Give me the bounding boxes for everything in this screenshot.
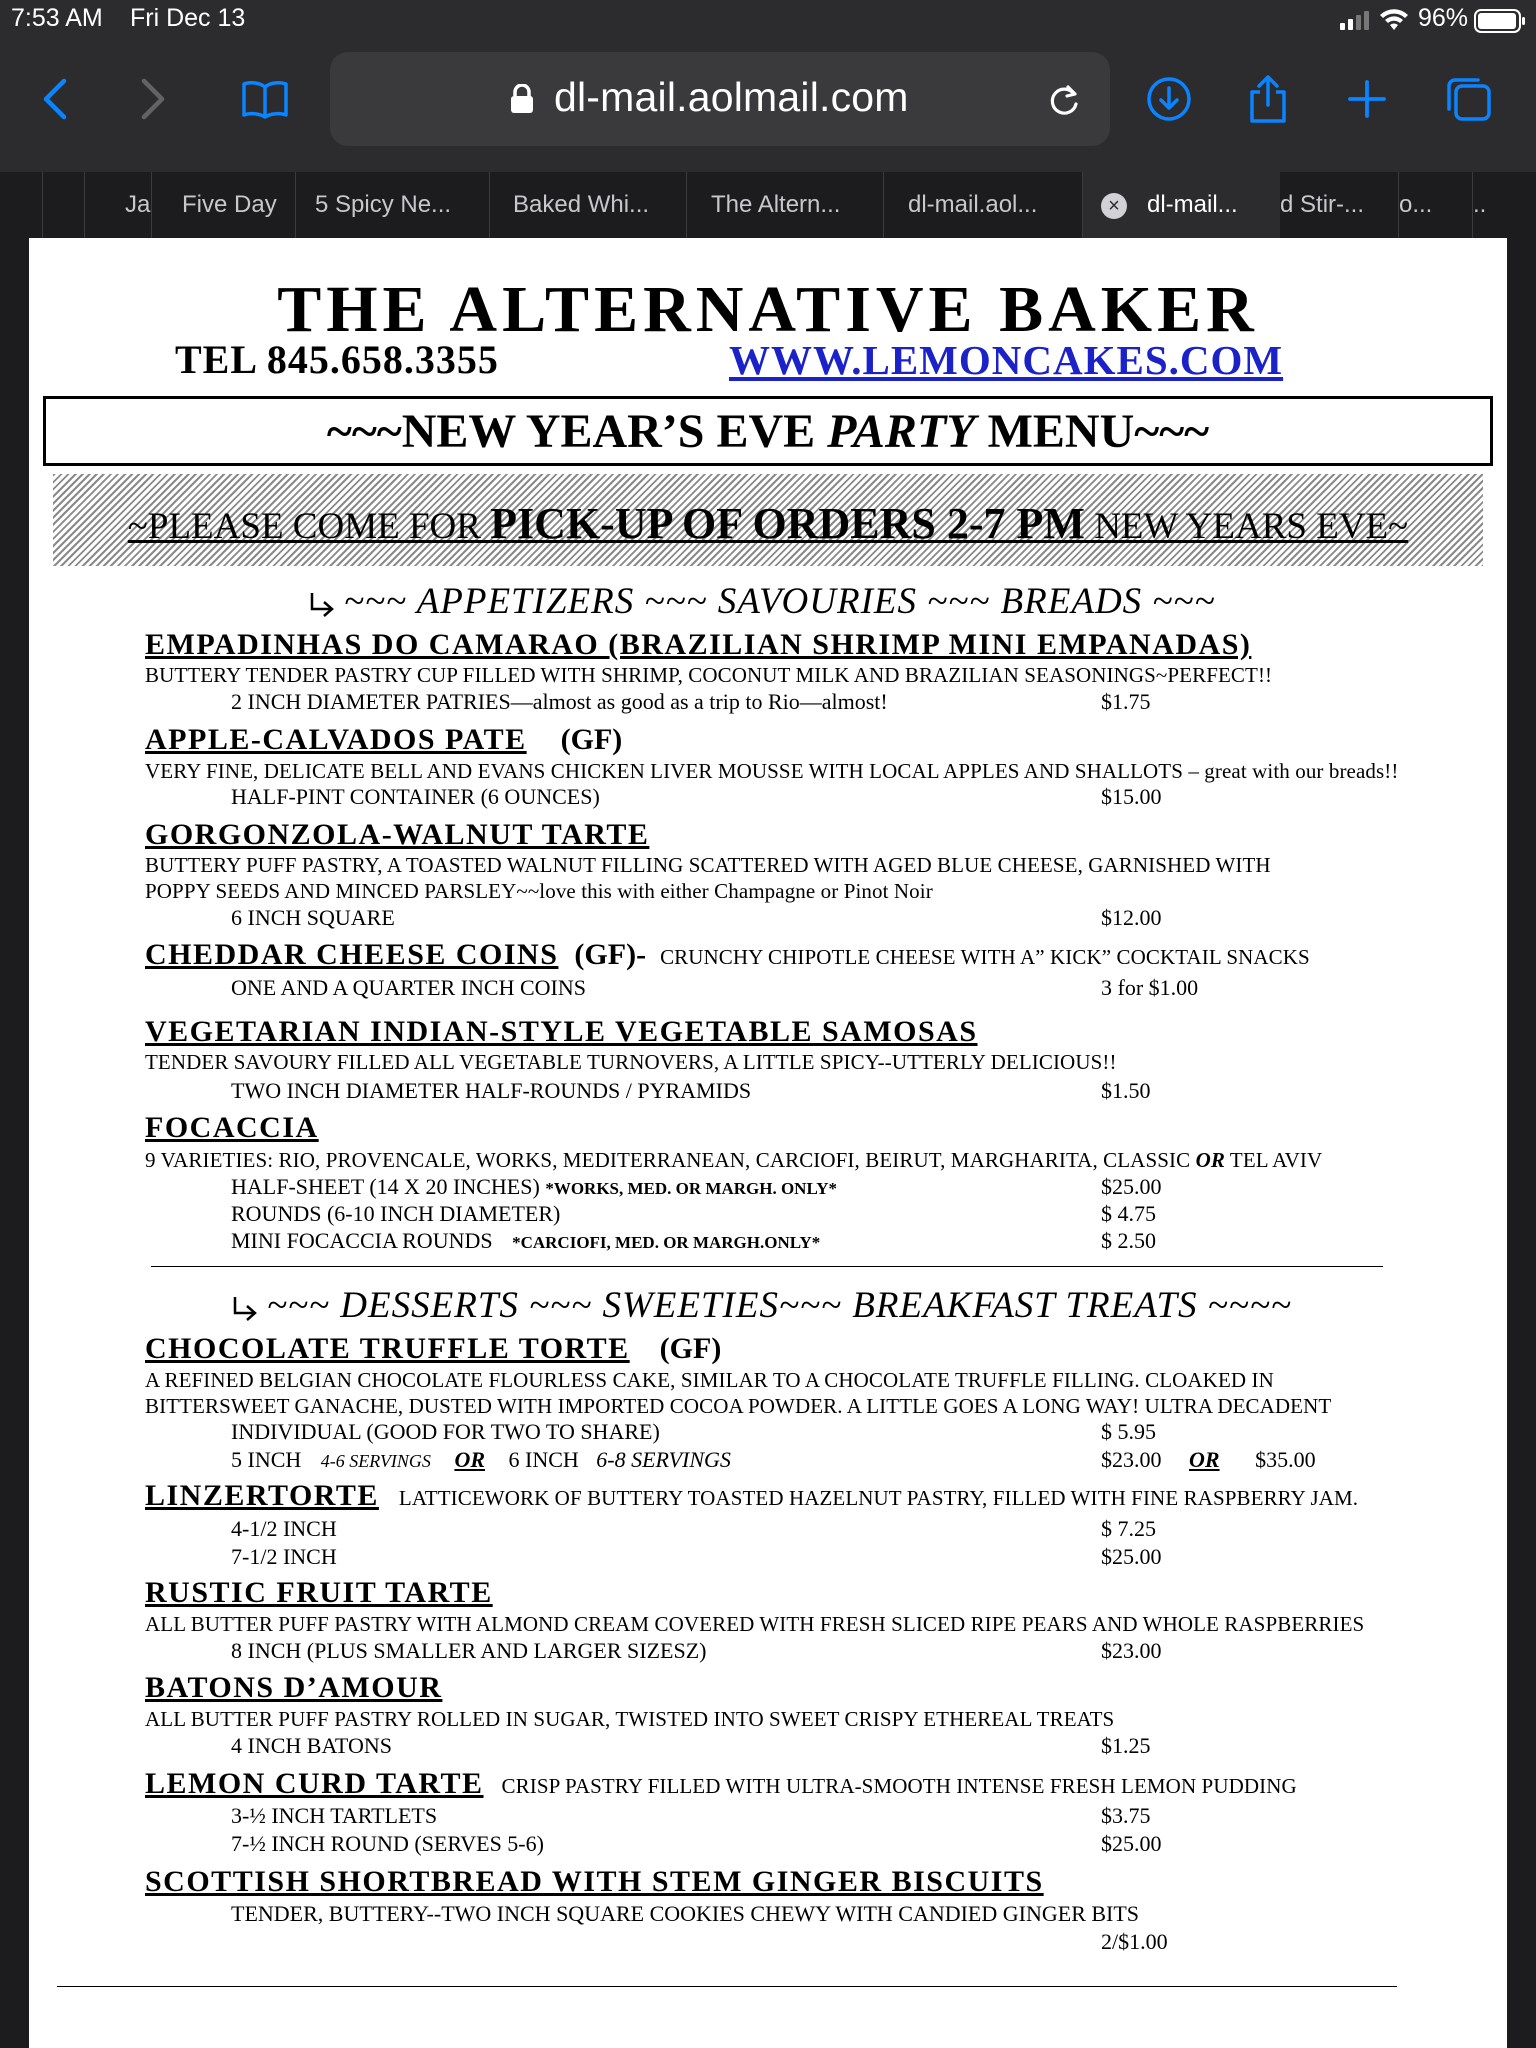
bakery-website-link[interactable]: WWW.LEMONCAKES.COM <box>729 337 1284 383</box>
item-title: APPLE-CALVADOS PATE <box>145 723 527 756</box>
item-price: $12.00 <box>1101 905 1162 930</box>
item-price: $25.00 <box>1101 1831 1162 1856</box>
item-description: TENDER SAVOURY FILLED ALL VEGETABLE TURNOVERS, A LITTLE SPICY--UTTERLY DELICIOUS!! <box>145 1050 1117 1074</box>
item-title-row <box>145 1479 1358 1513</box>
item-size: ROUNDS (6-10 INCH DIAMETER) <box>231 1201 561 1226</box>
item-title: EMPADINHAS DO CAMARAO (BRAZILIAN SHRIMP MINI EMPANADAS) <box>145 628 1252 661</box>
item-title: LEMON CURD TARTE <box>145 1767 484 1800</box>
item-price: $1.50 <box>1101 1078 1151 1103</box>
item-price: $25.00 <box>1101 1544 1162 1569</box>
item-title: FOCACCIA <box>145 1111 319 1144</box>
tab-item[interactable]: d Stir-... <box>1280 191 1365 218</box>
item-size: HALF-PINT CONTAINER (6 OUNCES) <box>231 784 600 809</box>
item-size: 7-1/2 INCH <box>231 1544 337 1569</box>
item-price: $1.25 <box>1101 1733 1151 1758</box>
item-description: CRISP PASTRY FILLED WITH ULTRA-SMOOTH INTENSE FRESH LEMON PUDDING <box>501 1774 1297 1798</box>
item-description: ALL BUTTER PUFF PASTRY ROLLED IN SUGAR, TWISTED INTO SWEET CRISPY ETHEREAL TREATS <box>145 1707 1115 1731</box>
forward-button[interactable] <box>128 74 178 124</box>
item-price: $23.00 OR $35.00 <box>1101 1447 1316 1472</box>
bakery-phone: TEL 845.658.3355 <box>175 337 499 382</box>
tab-item[interactable]: Ja <box>84 172 152 238</box>
footer-divider <box>57 1986 1397 1987</box>
bookmarks-button[interactable] <box>240 74 290 124</box>
item-title: BATONS D’AMOUR <box>145 1671 443 1704</box>
item-description: VERY FINE, DELICATE BELL AND EVANS CHICKEN LIVER MOUSSE WITH LOCAL APPLES AND SHALLOTS – great with our breads!! <box>145 759 1399 783</box>
address-bar[interactable] <box>330 52 1110 146</box>
item-title: RUSTIC FRUIT TARTE <box>145 1576 493 1609</box>
item-size: 7-½ INCH ROUND (SERVES 5-6) <box>231 1831 544 1856</box>
item-size: 4 INCH BATONS <box>231 1733 392 1758</box>
tab-active[interactable]: × dl-mail... <box>1082 172 1280 238</box>
tab-item[interactable]: The Altern... <box>686 172 883 238</box>
item-size: 3-½ INCH TARTLETS <box>231 1803 438 1828</box>
item-description: POPPY SEEDS AND MINCED PARSLEY~~love this with either Champagne or Pinot Noir <box>145 879 933 903</box>
item-price: $3.75 <box>1101 1803 1151 1828</box>
share-icon <box>1246 74 1290 124</box>
book-icon <box>241 79 289 119</box>
pickup-text: ~PLEASE COME FOR PICK-UP OF ORDERS 2-7 PM NEW YEARS EVE~ <box>127 499 1409 548</box>
section-heading-appetizers: ~~~ APPETIZERS ~~~ SAVOURIES ~~~ BREADS ~~~ <box>306 580 1215 623</box>
item-tag: (GF) <box>659 1332 722 1365</box>
item-description: LATTICEWORK OF BUTTERY TOASTED HAZELNUT PASTRY, FILLED WITH FINE RASPBERRY JAM. <box>398 1486 1359 1510</box>
party-menu-banner: ~~~NEW YEAR’S EVE PARTY MENU~~~ <box>43 396 1493 466</box>
tab-item[interactable]: dl-mail.aol... <box>883 172 1082 238</box>
item-price: $ 2.50 <box>1101 1228 1156 1253</box>
item-price: $23.00 <box>1101 1638 1162 1663</box>
menu-document <box>29 238 1507 2048</box>
item-title-row <box>145 723 622 757</box>
item-size: TWO INCH DIAMETER HALF-ROUNDS / PYRAMIDS <box>231 1078 752 1103</box>
curved-arrow-icon <box>306 589 338 621</box>
item-tag: (GF)- <box>574 938 647 971</box>
item-size: HALF-SHEET (14 X 20 INCHES) *WORKS, MED. OR MARGH. ONLY* <box>231 1174 838 1199</box>
url-text: dl-mail.aolmail.com <box>554 74 909 120</box>
item-price: $1.75 <box>1101 689 1151 714</box>
item-price: $ 4.75 <box>1101 1201 1156 1226</box>
item-title-row <box>145 1332 721 1366</box>
item-description: 9 VARIETIES: RIO, PROVENCALE, WORKS, MEDITERRANEAN, CARCIOFI, BEIRUT, MARGHARITA, CLASSIC OR TEL AVIV <box>145 1148 1323 1172</box>
item-title: VEGETARIAN INDIAN-STYLE VEGETABLE SAMOSAS <box>145 1015 978 1048</box>
plus-icon <box>1347 79 1387 119</box>
item-size: 6 INCH SQUARE <box>231 905 395 930</box>
wifi-icon <box>1380 8 1408 32</box>
close-tab-icon[interactable]: × <box>1101 193 1127 219</box>
tab-item[interactable]: 5 Spicy Ne... <box>295 172 489 238</box>
tab-item[interactable]: Five Day <box>151 172 295 238</box>
section-heading-desserts: ~~~ DESSERTS ~~~ SWEETIES~~~ BREAKFAST TREATS ~~~~ <box>229 1284 1292 1327</box>
item-title: SCOTTISH SHORTBREAD WITH STEM GINGER BISCUITS <box>145 1865 1044 1898</box>
reload-icon[interactable] <box>1046 82 1082 118</box>
item-description: BUTTERY PUFF PASTRY, A TOASTED WALNUT FILLING SCATTERED WITH AGED BLUE CHEESE, GARNISHED WITH <box>145 853 1271 877</box>
chevron-right-icon <box>138 77 168 121</box>
item-tag: (GF) <box>560 723 623 756</box>
tabs-icon <box>1445 76 1493 122</box>
back-button[interactable] <box>30 74 80 124</box>
item-size: MINI FOCACCIA ROUNDS *CARCIOFI, MED. OR MARGH.ONLY* <box>231 1228 821 1253</box>
item-price: $ 5.95 <box>1101 1419 1156 1444</box>
item-description: A REFINED BELGIAN CHOCOLATE FLOURLESS CAKE, SIMILAR TO A CHOCOLATE TRUFFLE FILLING. CLOAKED IN <box>145 1368 1274 1392</box>
tab-item[interactable]: Baked Whi... <box>489 172 686 238</box>
item-price: $ 7.25 <box>1101 1516 1156 1541</box>
download-icon <box>1146 76 1192 122</box>
battery-icon <box>1474 9 1526 33</box>
item-size: INDIVIDUAL (GOOD FOR TWO TO SHARE) <box>231 1419 660 1444</box>
item-title: CHOCOLATE TRUFFLE TORTE <box>145 1332 630 1365</box>
item-description: BITTERSWEET GANACHE, DUSTED WITH IMPORTED COCOA POWDER. A LITTLE GOES A LONG WAY! ULTRA DECADENT <box>145 1394 1332 1418</box>
item-price: $15.00 <box>1101 784 1162 809</box>
battery-percent: 96% <box>1418 4 1469 32</box>
new-tab-button[interactable] <box>1342 74 1392 124</box>
tab-item[interactable]: o... <box>1398 172 1472 238</box>
item-size: 8 INCH (PLUS SMALLER AND LARGER SIZESZ) <box>231 1638 707 1663</box>
downloads-button[interactable] <box>1144 74 1194 124</box>
tab-overview-button[interactable] <box>1444 74 1494 124</box>
section-divider <box>151 1266 1383 1267</box>
share-button[interactable] <box>1243 74 1293 124</box>
browser-toolbar <box>0 40 1536 172</box>
item-size: 2 INCH DIAMETER PATRIES—almost as good as a trip to Rio—almost! <box>231 689 888 714</box>
item-price: $25.00 <box>1101 1174 1162 1199</box>
status-date: Fri Dec 13 <box>130 4 246 32</box>
item-title: CHEDDAR CHEESE COINS <box>145 938 559 971</box>
item-title-row <box>145 1767 1297 1801</box>
item-price: 2/$1.00 <box>1101 1929 1168 1954</box>
item-description: CRUNCHY CHIPOTLE CHEESE WITH A” KICK” COCKTAIL SNACKS <box>660 945 1310 969</box>
tab-blank[interactable] <box>42 172 84 238</box>
item-price: 3 for $1.00 <box>1101 975 1199 1000</box>
item-size: 4-1/2 INCH <box>231 1516 337 1541</box>
tab-item[interactable]: .. <box>1472 172 1512 238</box>
tab-strip <box>0 172 1536 238</box>
pickup-banner <box>53 474 1483 566</box>
chevron-left-icon <box>40 77 70 121</box>
item-description: BUTTERY TENDER PASTRY CUP FILLED WITH SHRIMP, COCONUT MILK AND BRAZILIAN SEASONINGS~PERFECT!! <box>145 663 1273 687</box>
item-size: ONE AND A QUARTER INCH COINS <box>231 975 586 1000</box>
item-size: 5 INCH 4-6 SERVINGS OR 6 INCH 6-8 SERVINGS <box>231 1447 731 1472</box>
item-description: TENDER, BUTTERY--TWO INCH SQUARE COOKIES CHEWY WITH CANDIED GINGER BITS <box>231 1901 1140 1926</box>
cellular-signal-icon <box>1340 10 1370 30</box>
status-time: 7:53 AM <box>11 4 103 32</box>
item-title: GORGONZOLA-WALNUT TARTE <box>145 818 650 851</box>
item-description: ALL BUTTER PUFF PASTRY WITH ALMOND CREAM COVERED WITH FRESH SLICED RIPE PEARS AND WHOLE RASPBERRIES <box>145 1612 1365 1636</box>
item-title: LINZERTORTE <box>145 1479 379 1512</box>
curved-arrow-icon <box>229 1293 261 1325</box>
lock-icon <box>510 84 534 114</box>
item-title-row <box>145 938 1310 972</box>
status-bar <box>0 0 1536 40</box>
bakery-name: THE ALTERNATIVE BAKER <box>277 273 1259 346</box>
